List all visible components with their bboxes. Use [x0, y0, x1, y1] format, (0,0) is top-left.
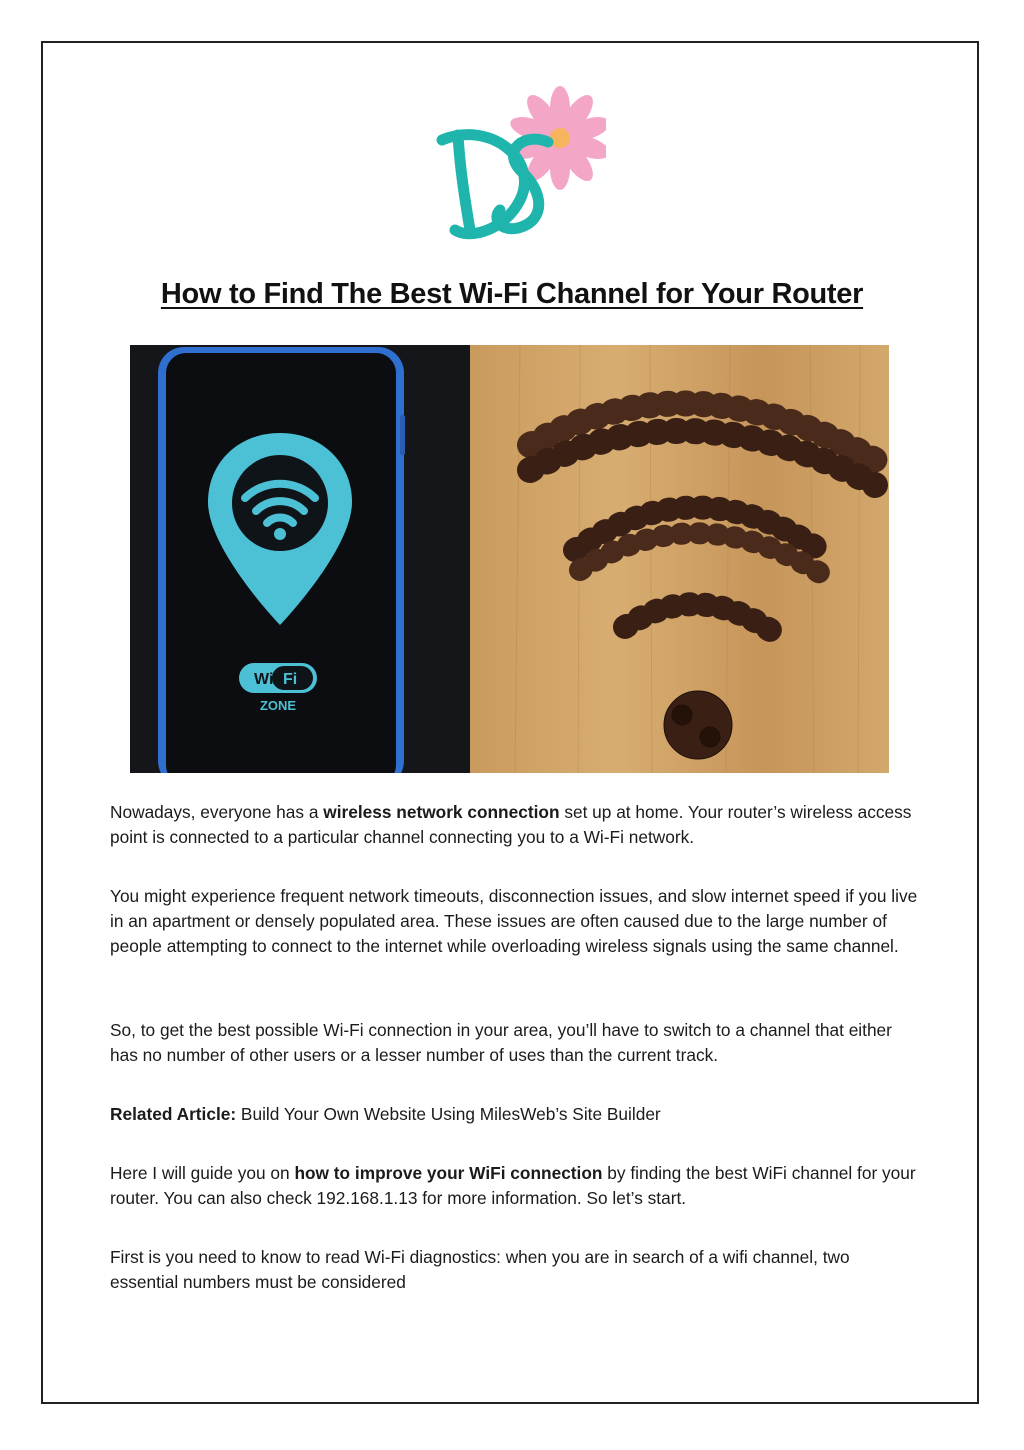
related-article-label: Related Article:: [110, 1104, 237, 1124]
phone-icon: [158, 347, 405, 773]
svg-text:Wi: Wi: [254, 671, 274, 688]
paragraph-issues: You might experience frequent network timeouts, disconnection issues, and slow internet speed if you live in an apartment or densely populated area. These issues are often caused due to the large number of people attempting to connect to the internet while overloading wireless signals using the same channel.: [110, 886, 918, 956]
hero-image: [130, 345, 889, 773]
bold-phrase: how to improve your WiFi connection: [294, 1163, 603, 1183]
bold-phrase: wireless network connection: [323, 802, 560, 822]
svg-text:Fi: Fi: [283, 671, 298, 688]
page-title: How to Find The Best Wi-Fi Channel for Your Router: [160, 278, 864, 310]
paragraph-intro: Nowadays, everyone has a wireless network connection set up at home. Your router’s wireless access point is connected to a particular channel connecting you to a Wi-Fi network.: [110, 802, 912, 847]
ds-logo: [430, 80, 606, 250]
related-article-link[interactable]: Build Your Own Website Using MilesWeb’s Site Builder: [236, 1104, 661, 1124]
paragraph-switch-channel: So, to get the best possible Wi-Fi connection in your area, you’ll have to switch to a channel that either has no number of other users or a lesser number of uses than the current track.: [110, 1020, 892, 1065]
svg-text:ZONE: ZONE: [259, 698, 297, 713]
paragraph-diagnostics: First is you need to know to read Wi-Fi diagnostics: when you are in search of a wifi channel, two essential numbers must be considered: [110, 1247, 850, 1292]
paragraph-related-article: [110, 1102, 922, 1127]
paragraph-guide: Here I will guide you on how to improve your WiFi connection by finding the best WiFi channel for your router. You can also check 192.168.1.13 for more information. So let’s start.: [110, 1163, 916, 1208]
